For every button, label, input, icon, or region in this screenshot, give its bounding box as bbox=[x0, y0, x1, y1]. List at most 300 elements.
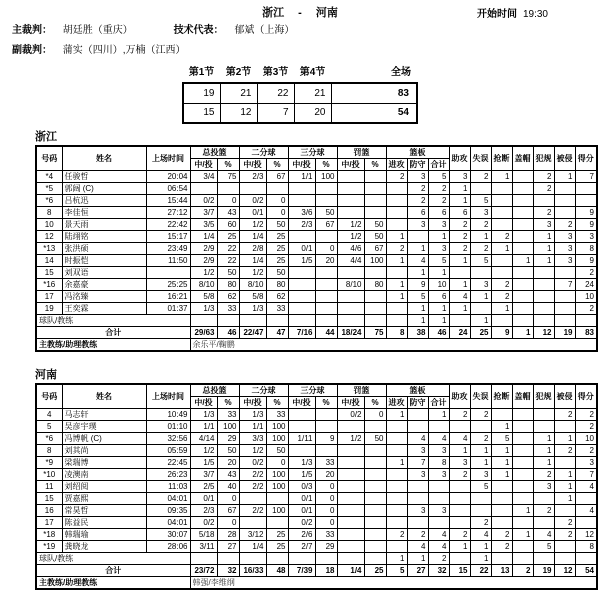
cell-fg-pct: 25 bbox=[217, 231, 239, 243]
cell-ast: 2 bbox=[449, 231, 470, 243]
cell-ast: 3 bbox=[449, 457, 470, 469]
cell-fg-pct: 33 bbox=[217, 409, 239, 421]
cell-ft: 4/4 bbox=[337, 255, 364, 267]
subcol-1: % bbox=[217, 159, 239, 171]
cell-pf bbox=[533, 517, 554, 529]
cell-fg: 1/1 bbox=[190, 421, 217, 433]
cell-p2: 1/4 bbox=[239, 255, 266, 267]
col-pf: 犯规 bbox=[533, 146, 554, 171]
cell-reb-tot: 2 bbox=[428, 195, 449, 207]
cell-ft-pct bbox=[364, 457, 386, 469]
cell-time: 09:35 bbox=[146, 505, 190, 517]
cell-to: 1 bbox=[470, 541, 491, 553]
player-row bbox=[36, 541, 597, 553]
cell-stl: 13 bbox=[491, 565, 512, 577]
cell-no: 8 bbox=[36, 207, 62, 219]
cell-fd: 7 bbox=[554, 279, 575, 291]
cell-stl bbox=[491, 481, 512, 493]
cell-pts: 24 bbox=[575, 279, 597, 291]
cell-ast: 1 bbox=[449, 255, 470, 267]
cell-pts: 2 bbox=[575, 409, 597, 421]
cell-blk bbox=[512, 433, 533, 445]
start-time bbox=[477, 5, 548, 20]
cell-p3-pct: 20 bbox=[315, 469, 337, 481]
cell-ft: 0/2 bbox=[337, 409, 364, 421]
cell-reb-tot: 6 bbox=[428, 207, 449, 219]
subcol-10: 合计 bbox=[428, 159, 449, 171]
cell-stl: 2 bbox=[491, 279, 512, 291]
cell-fg: 29/63 bbox=[190, 327, 217, 339]
cell-name: 任骏哲 bbox=[62, 171, 146, 183]
deputy-referee-line bbox=[12, 41, 590, 61]
cell-p3 bbox=[288, 421, 315, 433]
cell-ast: 1 bbox=[449, 279, 470, 291]
cell-p2: 1/4 bbox=[239, 541, 266, 553]
cell-fg: 5/8 bbox=[190, 291, 217, 303]
cell-ft-pct: 75 bbox=[364, 327, 386, 339]
cell-pts: 4 bbox=[575, 505, 597, 517]
cell-reb-def: 9 bbox=[407, 279, 428, 291]
cell-p2: 0/1 bbox=[239, 207, 266, 219]
cell-stl: 5 bbox=[491, 433, 512, 445]
cell-to: 22 bbox=[470, 565, 491, 577]
col-time: 上场时间 bbox=[146, 146, 190, 171]
cell-name: 时振恺 bbox=[62, 255, 146, 267]
cell-fg-pct: 27 bbox=[217, 541, 239, 553]
tech-rep-label: 技术代表： bbox=[173, 25, 224, 36]
cell-p2-pct bbox=[266, 553, 288, 565]
cell-pts: 3 bbox=[575, 457, 597, 469]
subcol-0: 中/投 bbox=[190, 159, 217, 171]
away-stats-table bbox=[35, 383, 598, 590]
cell-reb-tot: 32 bbox=[428, 565, 449, 577]
cell-ft: 1/2 bbox=[337, 231, 364, 243]
cell-p2: 2/8 bbox=[239, 243, 266, 255]
cell-p3 bbox=[288, 315, 315, 327]
cell-fg-pct bbox=[217, 553, 239, 565]
total-row-label: 合计 bbox=[36, 565, 190, 577]
cell-fg: 4/14 bbox=[190, 433, 217, 445]
cell-time: 05:59 bbox=[146, 445, 190, 457]
cell-name: 冯博帆 (C) bbox=[62, 433, 146, 445]
cell-stl bbox=[491, 207, 512, 219]
cell-pf: 1 bbox=[533, 433, 554, 445]
cell-pf bbox=[533, 421, 554, 433]
cell-reb-off bbox=[386, 505, 407, 517]
cell-ft bbox=[337, 469, 364, 481]
cell-p3 bbox=[288, 267, 315, 279]
cell-ft bbox=[337, 171, 364, 183]
cell-ft bbox=[337, 315, 364, 327]
cell-pf: 5 bbox=[533, 541, 554, 553]
cell-stl: 1 bbox=[491, 243, 512, 255]
cell-pts: 9 bbox=[575, 207, 597, 219]
cell-blk bbox=[512, 553, 533, 565]
cell-reb-def: 1 bbox=[407, 303, 428, 315]
cell-p3 bbox=[288, 183, 315, 195]
cell-pf bbox=[533, 195, 554, 207]
cell-blk bbox=[512, 207, 533, 219]
cell-ast: 24 bbox=[449, 327, 470, 339]
cell-pf: 2 bbox=[533, 207, 554, 219]
cell-no: *6 bbox=[36, 433, 62, 445]
cell-fd: 1 bbox=[554, 171, 575, 183]
cell-reb-tot: 3 bbox=[428, 219, 449, 231]
cell-ft: 1/2 bbox=[337, 219, 364, 231]
cell-stl: 2 bbox=[491, 529, 512, 541]
cell-fg: 3/7 bbox=[190, 469, 217, 481]
cell-p2: 1/2 bbox=[239, 267, 266, 279]
cell-p2: 8/10 bbox=[239, 279, 266, 291]
cell-name: 余嘉豪 bbox=[62, 279, 146, 291]
cell-ft-pct bbox=[364, 171, 386, 183]
player-row bbox=[36, 279, 597, 291]
cell-p3: 2/6 bbox=[288, 529, 315, 541]
subcol-6: 中/投 bbox=[337, 159, 364, 171]
cell-ft-pct bbox=[364, 303, 386, 315]
cell-name: 刘双语 bbox=[62, 267, 146, 279]
cell-p3-pct bbox=[315, 195, 337, 207]
cell-reb-def: 1 bbox=[407, 315, 428, 327]
cell-no: 5 bbox=[36, 421, 62, 433]
cell-stl bbox=[491, 315, 512, 327]
cell-reb-tot bbox=[428, 481, 449, 493]
chief-ref-label: 主裁判： bbox=[12, 25, 52, 36]
cell-reb-def: 6 bbox=[407, 207, 428, 219]
cell-fd bbox=[554, 505, 575, 517]
home-q4: 21 bbox=[294, 83, 331, 103]
cell-reb-def: 1 bbox=[407, 243, 428, 255]
cell-reb-def: 7 bbox=[407, 457, 428, 469]
cell-blk bbox=[512, 171, 533, 183]
cell-ast: 2 bbox=[449, 469, 470, 481]
cell-no: *10 bbox=[36, 469, 62, 481]
cell-pts: 8 bbox=[575, 243, 597, 255]
cell-reb-tot: 1 bbox=[428, 315, 449, 327]
cell-time: 01:10 bbox=[146, 421, 190, 433]
cell-fd: 2 bbox=[554, 517, 575, 529]
cell-ft-pct bbox=[364, 291, 386, 303]
player-row bbox=[36, 409, 597, 421]
cell-name: 马志轩 bbox=[62, 409, 146, 421]
player-row bbox=[36, 457, 597, 469]
cell-fg: 1/2 bbox=[190, 267, 217, 279]
home-quarter-row bbox=[183, 83, 417, 103]
cell-p2: 22/47 bbox=[239, 327, 266, 339]
cell-fg-pct bbox=[217, 183, 239, 195]
cell-p3: 0/1 bbox=[288, 505, 315, 517]
cell-p2-pct bbox=[266, 315, 288, 327]
cell-ft-pct: 80 bbox=[364, 279, 386, 291]
cell-no: 17 bbox=[36, 517, 62, 529]
away-team-name: 河南 bbox=[35, 369, 57, 381]
cell-p2-pct bbox=[266, 517, 288, 529]
cell-name: 龚晓龙 bbox=[62, 541, 146, 553]
cell-reb-off: 1 bbox=[386, 255, 407, 267]
cell-fd bbox=[554, 267, 575, 279]
away-quarter-row bbox=[183, 103, 417, 123]
home-q3: 22 bbox=[257, 83, 294, 103]
cell-pts: 9 bbox=[575, 219, 597, 231]
cell-reb-def bbox=[407, 517, 428, 529]
cell-fg: 1/2 bbox=[190, 445, 217, 457]
cell-fd: 2 bbox=[554, 445, 575, 457]
fullgame-label: 全场 bbox=[391, 67, 411, 78]
cell-reb-tot: 3 bbox=[428, 469, 449, 481]
coaches-names: 韩强/李维纲 bbox=[190, 577, 597, 590]
cell-stl: 1 bbox=[491, 445, 512, 457]
col-to: 失误 bbox=[470, 384, 491, 409]
cell-reb-tot: 2 bbox=[428, 553, 449, 565]
cell-fd: 3 bbox=[554, 255, 575, 267]
cell-p2-pct: 0 bbox=[266, 207, 288, 219]
subcol-2: 中/投 bbox=[239, 159, 266, 171]
cell-blk bbox=[512, 195, 533, 207]
cell-ast bbox=[449, 481, 470, 493]
cell-p3-pct: 0 bbox=[315, 505, 337, 517]
cell-reb-tot: 4 bbox=[428, 541, 449, 553]
cell-reb-tot: 46 bbox=[428, 327, 449, 339]
home-team-section bbox=[35, 130, 600, 352]
cell-ft-pct: 50 bbox=[364, 219, 386, 231]
cell-pts: 54 bbox=[575, 565, 597, 577]
cell-pf: 2 bbox=[533, 183, 554, 195]
cell-ast: 3 bbox=[449, 171, 470, 183]
cell-ast: 1 bbox=[449, 195, 470, 207]
cell-blk bbox=[512, 445, 533, 457]
cell-reb-off: 8 bbox=[386, 327, 407, 339]
subcol-9: 防守 bbox=[407, 397, 428, 409]
cell-p3-pct: 0 bbox=[315, 493, 337, 505]
quarter-scores bbox=[0, 63, 600, 124]
cell-to: 3 bbox=[470, 469, 491, 481]
cell-pf bbox=[533, 493, 554, 505]
cell-reb-def bbox=[407, 481, 428, 493]
cell-p3-pct bbox=[315, 231, 337, 243]
cell-to: 1 bbox=[470, 553, 491, 565]
cell-ast: 15 bbox=[449, 565, 470, 577]
cell-fg-pct: 22 bbox=[217, 243, 239, 255]
cell-pts: 10 bbox=[575, 291, 597, 303]
cell-p3-pct bbox=[315, 303, 337, 315]
cell-blk bbox=[512, 517, 533, 529]
cell-blk bbox=[512, 219, 533, 231]
cell-fd: 1 bbox=[554, 481, 575, 493]
start-time-value: 19:30 bbox=[522, 9, 548, 20]
cell-to bbox=[470, 505, 491, 517]
cell-name: 韩瑞瑜 bbox=[62, 529, 146, 541]
cell-no: 11 bbox=[36, 481, 62, 493]
cell-reb-tot: 3 bbox=[428, 445, 449, 457]
coaches-row bbox=[36, 577, 597, 590]
cell-p3-pct: 44 bbox=[315, 327, 337, 339]
col-p3: 三分球 bbox=[288, 146, 337, 159]
cell-name: 陈益民 bbox=[62, 517, 146, 529]
cell-time: 27:12 bbox=[146, 207, 190, 219]
cell-stl bbox=[491, 255, 512, 267]
cell-fg-pct: 28 bbox=[217, 529, 239, 541]
cell-ft: 1/2 bbox=[337, 433, 364, 445]
cell-fd: 2 bbox=[554, 529, 575, 541]
col-blk: 盖帽 bbox=[512, 146, 533, 171]
cell-ft-pct bbox=[364, 553, 386, 565]
cell-pts: 83 bbox=[575, 327, 597, 339]
cell-pts bbox=[575, 553, 597, 565]
cell-fg-pct: 67 bbox=[217, 505, 239, 517]
cell-p2-pct: 50 bbox=[266, 267, 288, 279]
cell-ft-pct bbox=[364, 481, 386, 493]
cell-stl: 1 bbox=[491, 469, 512, 481]
cell-p2-pct: 100 bbox=[266, 421, 288, 433]
away-q2: 12 bbox=[220, 103, 257, 123]
home-stats-table bbox=[35, 145, 598, 352]
cell-p3: 2/7 bbox=[288, 541, 315, 553]
cell-reb-tot: 3 bbox=[428, 505, 449, 517]
cell-reb-def: 1 bbox=[407, 267, 428, 279]
cell-time: 22:45 bbox=[146, 457, 190, 469]
cell-reb-tot bbox=[428, 493, 449, 505]
cell-p2 bbox=[239, 517, 266, 529]
cell-ft-pct bbox=[364, 541, 386, 553]
player-row bbox=[36, 517, 597, 529]
cell-reb-tot: 8 bbox=[428, 457, 449, 469]
cell-time: 30:07 bbox=[146, 529, 190, 541]
cell-to: 25 bbox=[470, 327, 491, 339]
cell-stl bbox=[491, 517, 512, 529]
cell-fd bbox=[554, 553, 575, 565]
cell-ft-pct bbox=[364, 529, 386, 541]
title-dash: - bbox=[298, 7, 302, 19]
cell-p2-pct: 25 bbox=[266, 255, 288, 267]
cell-ast bbox=[449, 267, 470, 279]
cell-name: 陆翊铭 bbox=[62, 231, 146, 243]
cell-p2-pct: 62 bbox=[266, 291, 288, 303]
cell-no: *16 bbox=[36, 279, 62, 291]
cell-time: 20:04 bbox=[146, 171, 190, 183]
cell-reb-off bbox=[386, 315, 407, 327]
cell-time: 16:21 bbox=[146, 291, 190, 303]
cell-no: 15 bbox=[36, 267, 62, 279]
cell-reb-def: 4 bbox=[407, 433, 428, 445]
cell-stl bbox=[491, 553, 512, 565]
cell-no: *19 bbox=[36, 541, 62, 553]
cell-p2-pct: 100 bbox=[266, 505, 288, 517]
cell-time: 11:50 bbox=[146, 255, 190, 267]
cell-p2 bbox=[239, 183, 266, 195]
subcol-5: % bbox=[315, 159, 337, 171]
cell-to: 2 bbox=[470, 517, 491, 529]
cell-name: 郭阔 (C) bbox=[62, 183, 146, 195]
cell-pf: 1 bbox=[533, 231, 554, 243]
cell-p3-pct: 33 bbox=[315, 529, 337, 541]
cell-p3-pct: 0 bbox=[315, 517, 337, 529]
cell-time: 15:17 bbox=[146, 231, 190, 243]
cell-p2: 16/33 bbox=[239, 565, 266, 577]
cell-time: 23:49 bbox=[146, 243, 190, 255]
cell-ft-pct bbox=[364, 469, 386, 481]
home-total-score: 83 bbox=[331, 83, 417, 103]
cell-fg bbox=[190, 183, 217, 195]
player-row bbox=[36, 231, 597, 243]
player-row bbox=[36, 529, 597, 541]
cell-to: 1 bbox=[470, 291, 491, 303]
cell-pts: 2 bbox=[575, 267, 597, 279]
cell-ast bbox=[449, 553, 470, 565]
cell-blk bbox=[512, 279, 533, 291]
cell-p2: 2/2 bbox=[239, 505, 266, 517]
cell-p3: 2/3 bbox=[288, 219, 315, 231]
cell-to: 2 bbox=[470, 243, 491, 255]
cell-blk bbox=[512, 183, 533, 195]
cell-ast: 4 bbox=[449, 291, 470, 303]
cell-pf: 3 bbox=[533, 481, 554, 493]
cell-ft bbox=[337, 445, 364, 457]
cell-fg-pct: 29 bbox=[217, 433, 239, 445]
cell-reb-off bbox=[386, 433, 407, 445]
cell-ast: 4 bbox=[449, 433, 470, 445]
cell-reb-off: 2 bbox=[386, 171, 407, 183]
cell-no: 19 bbox=[36, 303, 62, 315]
cell-fd: 2 bbox=[554, 409, 575, 421]
cell-ft-pct bbox=[364, 505, 386, 517]
page-header bbox=[0, 5, 600, 61]
col-fg: 总投篮 bbox=[190, 384, 239, 397]
cell-reb-tot: 1 bbox=[428, 231, 449, 243]
cell-time bbox=[146, 267, 190, 279]
cell-ft bbox=[337, 517, 364, 529]
player-row bbox=[36, 469, 597, 481]
team-coach-row bbox=[36, 553, 597, 565]
total-row bbox=[36, 565, 597, 577]
cell-reb-tot: 6 bbox=[428, 291, 449, 303]
cell-fg: 1/3 bbox=[190, 303, 217, 315]
cell-no: 15 bbox=[36, 493, 62, 505]
cell-fg: 2/9 bbox=[190, 255, 217, 267]
cell-pf bbox=[533, 303, 554, 315]
cell-p3-pct: 0 bbox=[315, 481, 337, 493]
cell-ft: 1/4 bbox=[337, 565, 364, 577]
cell-name: 张洪硕 bbox=[62, 243, 146, 255]
cell-fd bbox=[554, 195, 575, 207]
cell-blk bbox=[512, 315, 533, 327]
player-row bbox=[36, 505, 597, 517]
cell-reb-def: 3 bbox=[407, 171, 428, 183]
cell-fd bbox=[554, 291, 575, 303]
cell-stl bbox=[491, 219, 512, 231]
cell-p3 bbox=[288, 195, 315, 207]
subcol-7: % bbox=[364, 397, 386, 409]
cell-p2: 5/8 bbox=[239, 291, 266, 303]
player-row bbox=[36, 481, 597, 493]
cell-pts bbox=[575, 493, 597, 505]
cell-pts: 3 bbox=[575, 231, 597, 243]
cell-ft-pct: 25 bbox=[364, 565, 386, 577]
cell-p2: 3/3 bbox=[239, 433, 266, 445]
cell-p2: 3/12 bbox=[239, 529, 266, 541]
quarter-score-table bbox=[182, 63, 418, 124]
cell-ft-pct bbox=[364, 195, 386, 207]
cell-name: 李佳恒 bbox=[62, 207, 146, 219]
cell-ft-pct bbox=[364, 517, 386, 529]
cell-time: 22:42 bbox=[146, 219, 190, 231]
cell-p3: 0/2 bbox=[288, 517, 315, 529]
cell-p3 bbox=[288, 445, 315, 457]
cell-ast: 2 bbox=[449, 529, 470, 541]
cell-to: 2 bbox=[470, 433, 491, 445]
coaches-row bbox=[36, 339, 597, 352]
cell-p2: 1/2 bbox=[239, 445, 266, 457]
quarter-label-3: 第3节 bbox=[262, 67, 289, 78]
